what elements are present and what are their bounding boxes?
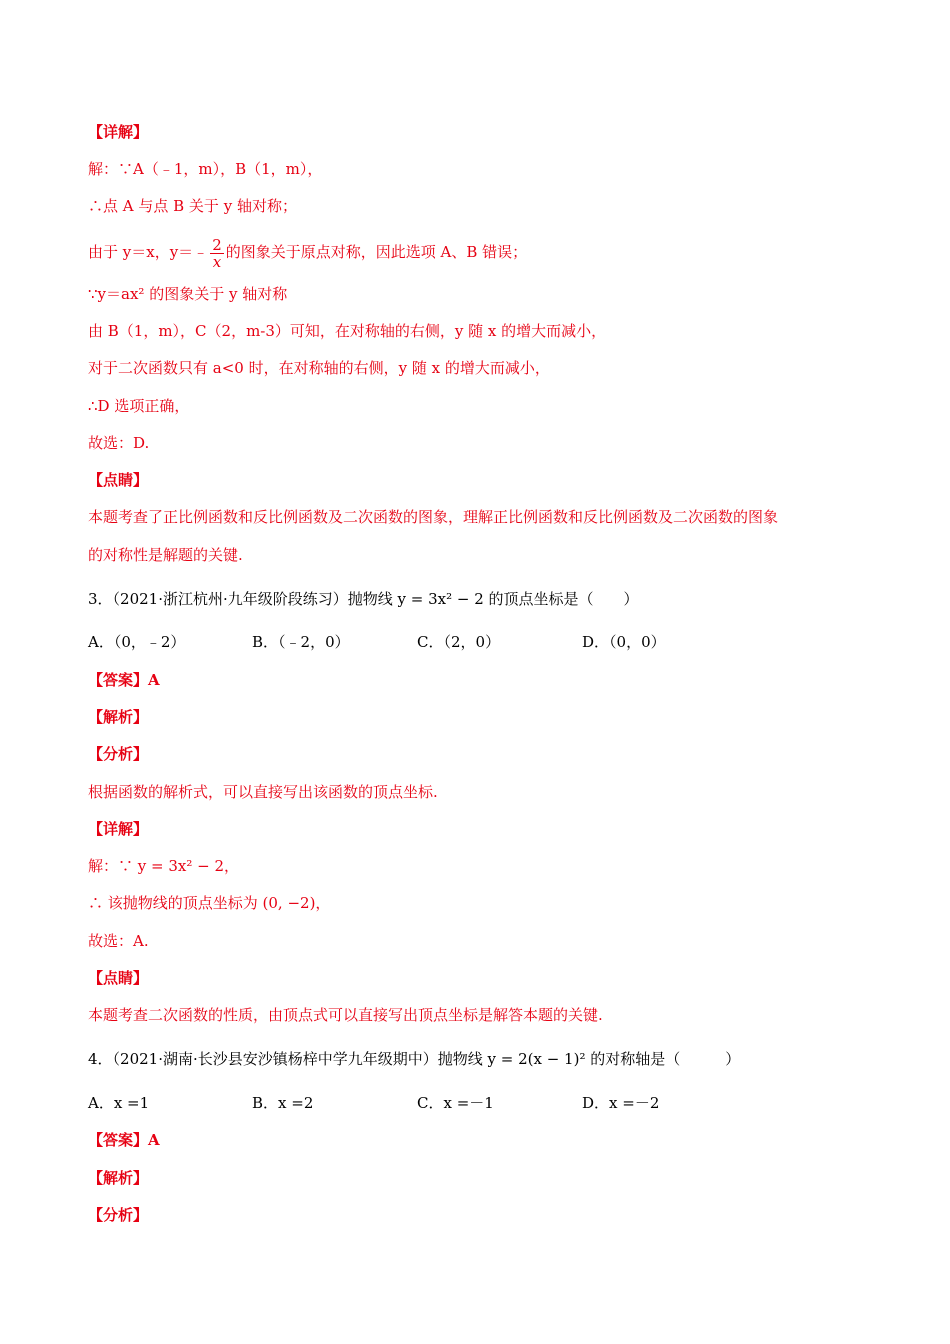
q3-dianjing-label: 【点睛】 — [88, 969, 149, 987]
solution-line-4: ∵y＝ax² 的图象关于 y 轴对称 — [88, 285, 288, 303]
solution-line-3-pre: 由于 y＝x，y＝﹣ — [88, 243, 209, 261]
q3-solution-line-1: 解：∵ y = 3x² − 2， — [88, 857, 240, 875]
q3-comment-line: 本题考查二次函数的性质，由顶点式可以直接写出顶点坐标是解答本题的关键. — [88, 1006, 603, 1024]
solution-line-7: ∴D 选项正确， — [88, 397, 190, 415]
q3-solution-line-2: ∴ 该抛物线的顶点坐标为 (0, −2)， — [88, 894, 331, 912]
solution-line-1: 解：∵A（﹣1，m），B（1，m）， — [88, 160, 323, 178]
fraction — [210, 237, 224, 270]
solution-line-6: 对于二次函数只有 a<0 时，在对称轴的右侧，y 随 x 的增大而减小， — [88, 359, 550, 377]
solution-line-8: 故选：D. — [88, 434, 150, 452]
q3-analysis-line: 根据函数的解析式，可以直接写出该函数的顶点坐标. — [88, 783, 438, 801]
q4-option-c: C．x =－1 — [417, 1094, 494, 1112]
fraction-numerator: 2 — [212, 235, 222, 254]
solution-line-2: ∴点 A 与点 B 关于 y 轴对称； — [88, 197, 297, 215]
q4-jiexi-label: 【解析】 — [88, 1169, 149, 1187]
q3-option-d: D．（0，0） — [582, 633, 666, 651]
comment-line-2: 的对称性是解题的关键. — [88, 546, 243, 564]
comment-line-1: 本题考查了正比例函数和反比例函数及二次函数的图象，理解正比例函数和反比例函数及二次函数的图象 — [88, 508, 779, 526]
q4-fenxi-label: 【分析】 — [88, 1206, 149, 1224]
q4-answer: 【答案】A — [88, 1131, 160, 1149]
q3-xiangjie-label: 【详解】 — [88, 820, 149, 838]
q3-fenxi-label: 【分析】 — [88, 745, 149, 763]
q4-option-d: D．x =－2 — [582, 1094, 660, 1112]
solution-line-5: 由 B（1，m），C（2，m-3）可知，在对称轴的右侧，y 随 x 的增大而减小， — [88, 322, 607, 340]
solution-line-3-post: 的图象关于原点对称，因此选项 A、B 错误； — [225, 243, 528, 261]
dianjing-label: 【点睛】 — [88, 471, 149, 489]
q3-solution-line-3: 故选：A. — [88, 932, 149, 950]
q4-option-b: B．x =2 — [252, 1094, 314, 1112]
q3-option-b: B．（﹣2，0） — [252, 633, 350, 651]
fraction-denominator: x — [212, 252, 222, 271]
q4-stem: 4．（2021·湖南·长沙县安沙镇杨梓中学九年级期中）抛物线 y = 2(x − 1)² 的对称轴是（ ） — [88, 1050, 741, 1068]
xiangjie-label: 【详解】 — [88, 123, 149, 141]
q3-option-a: A．（0，﹣2） — [88, 633, 186, 651]
q4-option-a: A．x =1 — [88, 1094, 150, 1112]
q3-option-c: C．（2，0） — [417, 633, 501, 651]
q3-answer: 【答案】A — [88, 671, 160, 689]
solution-line-3 — [88, 232, 527, 272]
q3-jiexi-label: 【解析】 — [88, 708, 149, 726]
q3-stem: 3．（2021·浙江杭州·九年级阶段练习）抛物线 y = 3x² − 2 的顶点坐标是（ ） — [88, 590, 639, 608]
